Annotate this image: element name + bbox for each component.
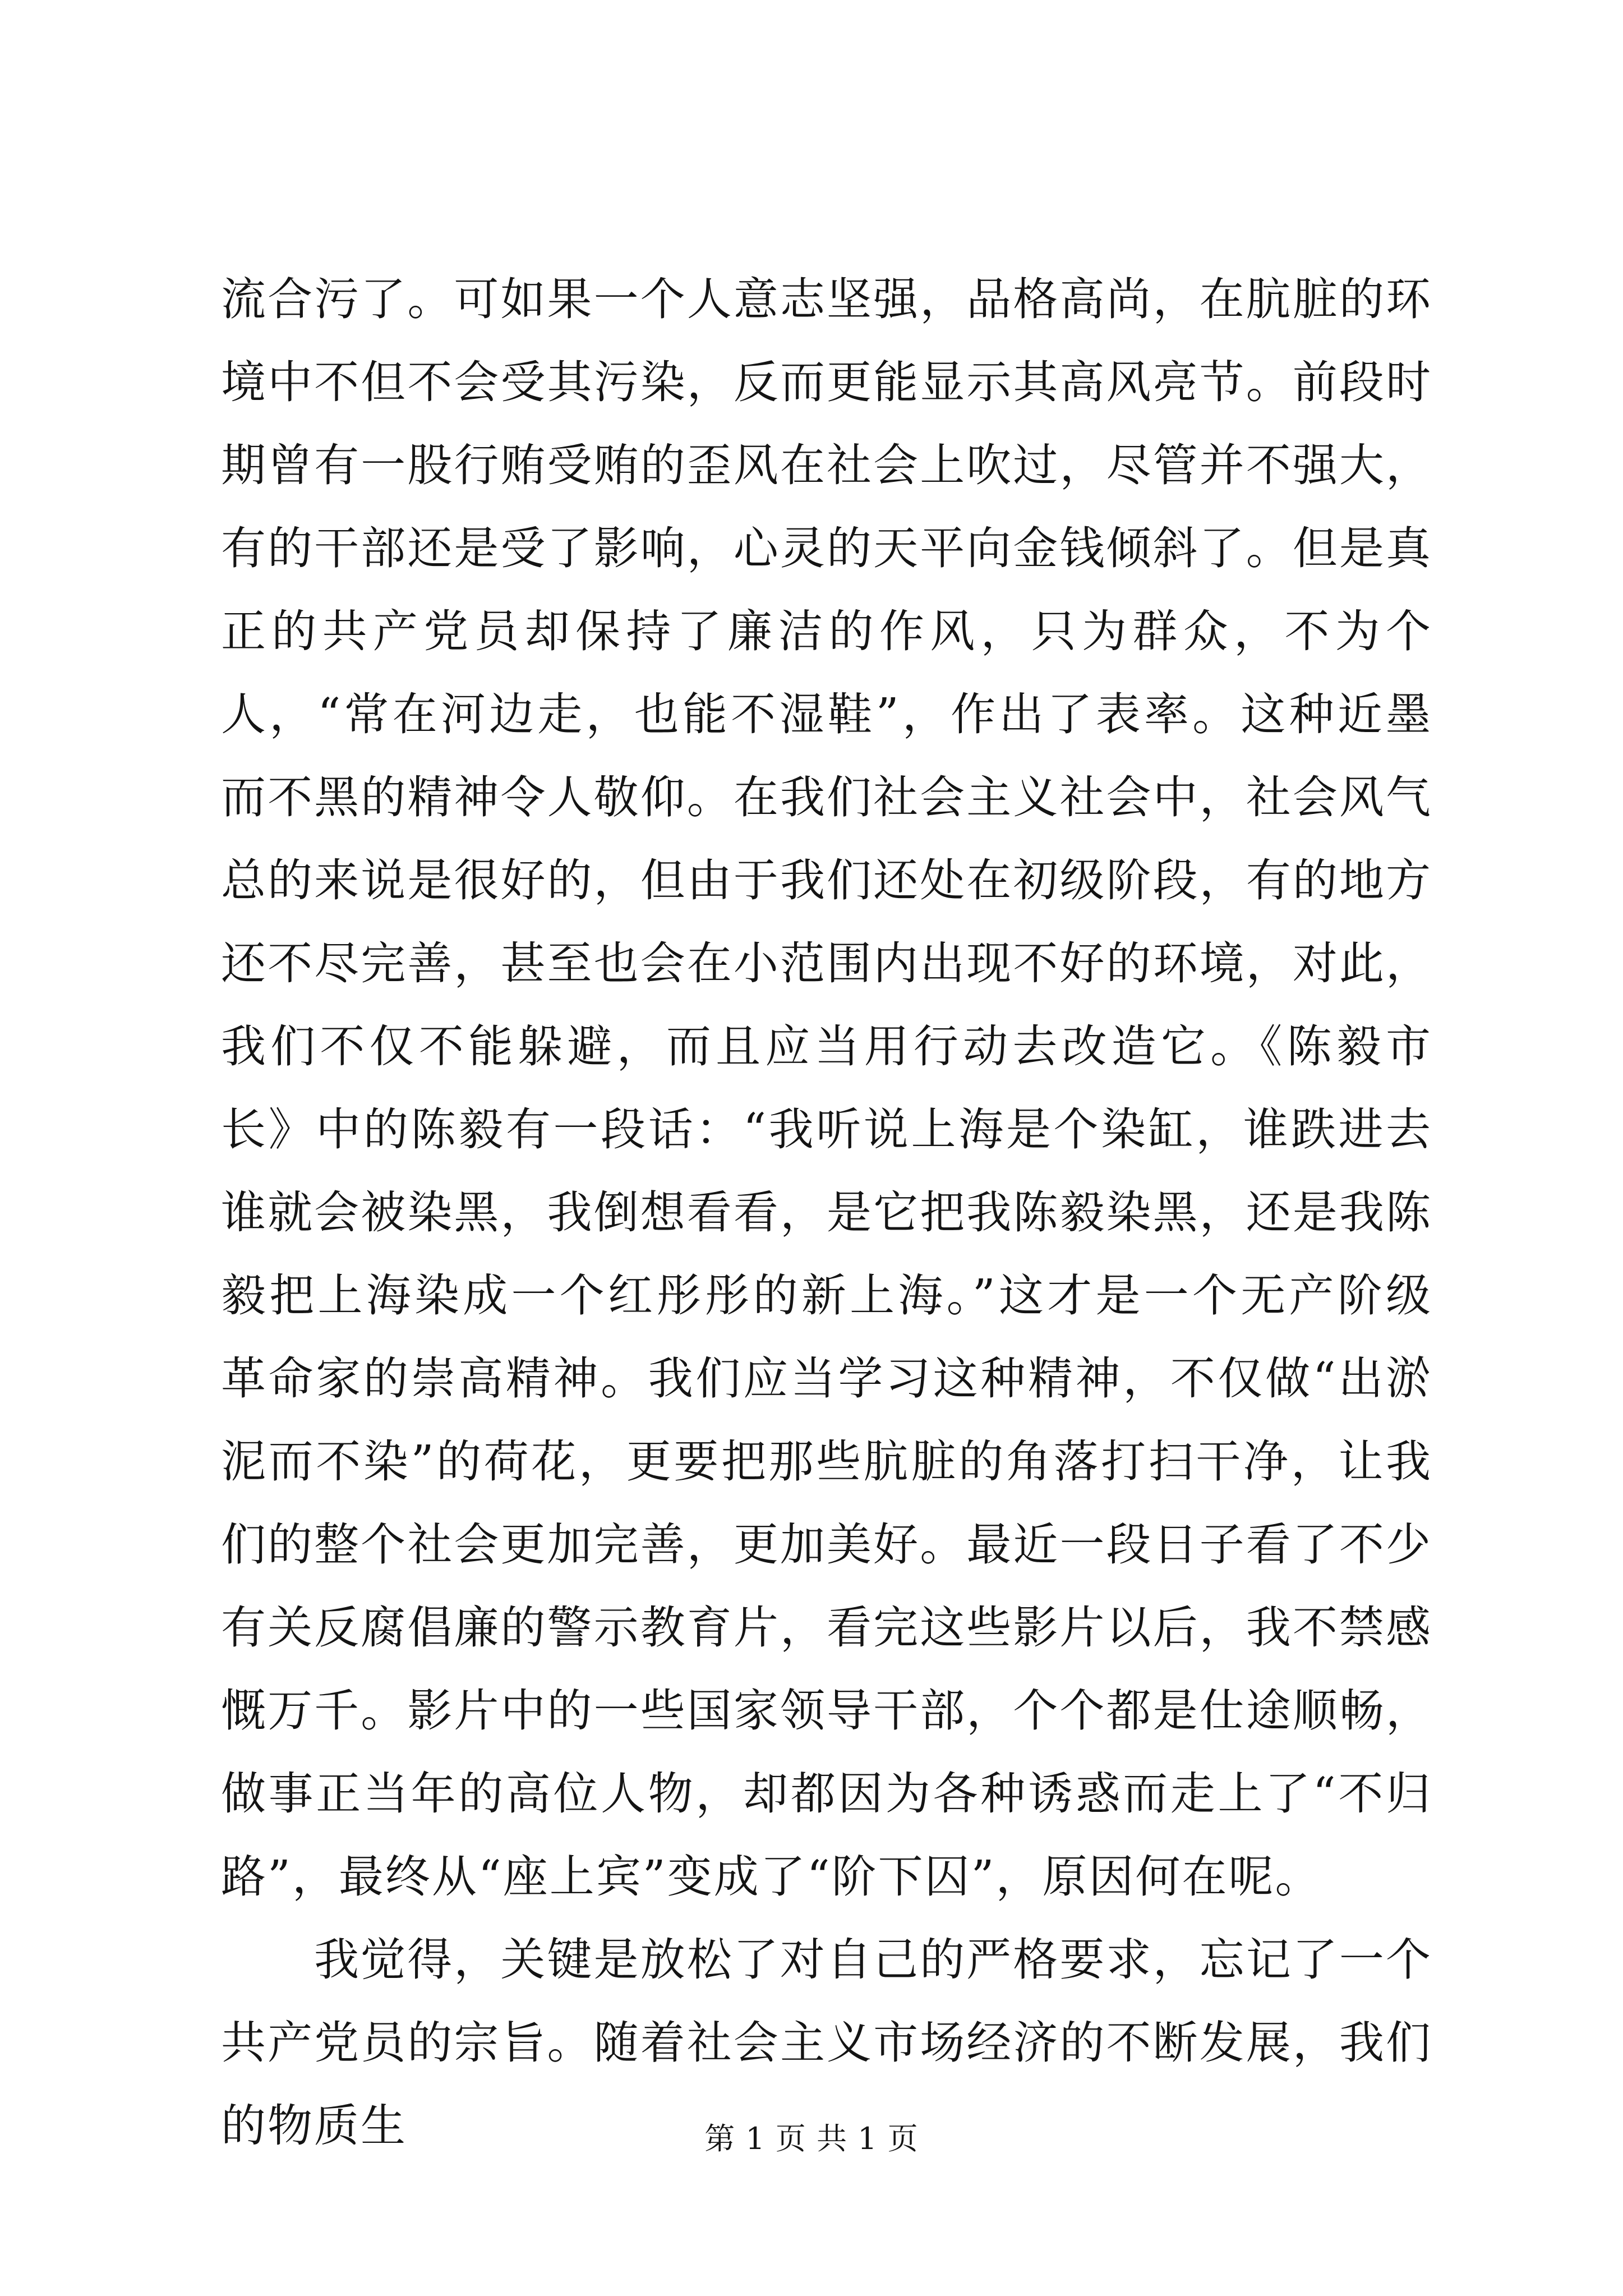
page-footer: 第 1 页 共 1 页	[704, 2121, 919, 2156]
paragraph-1: 流合污了。可如果一个人意志坚强，品格高尚，在肮脏的环境中不但不会受其污染，反而更能显示其高风亮节。前段时期曾有一股行贿受贿的歪风在社会上吹过，尽管并不强大，有的干部还是受了影响，心灵的天平向金钱倾斜了。但是真正的共产党员却保持了廉洁的作风，只为群众，不为个人，“常在河边走，也能不湿鞋”，作出了表率。这种近墨而不黑的精神令人敬仰。在我们社会主义社会中，社会风气总的来说是很好的，但由于我们还处在初级阶段，有的地方还不尽完善，甚至也会在小范围内出现不好的环境，对此，我们不仅不能躲避，而且应当用行动去改造它。《陈毅市长》中的陈毅有一段话：“我听说上海是个染缸，谁跌进去谁就会被染黑，我倒想看看，是它把我陈毅染黑，还是我陈毅把上海染成一个红彤彤的新上海。”这才是一个无产阶级革命家的崇高精神。我们应当学习这种精神，不仅做“出淤泥而不染”的荷花，更要把那些肮脏的角落打扫干净，让我们的整个社会更加完善，更加美好。最近一段日子看了不少有关反腐倡廉的警示教育片，看完这些影片以后，我不禁感慨万千。影片中的一些国家领导干部，个个都是仕途顺畅，做事正当年的高位人物，却都因为各种诱惑而走上了“不归路”，最终从“座上宾”变成了“阶下囚”，原因何在呢。	[221, 273, 1432, 1903]
paragraph-2: 我觉得，关键是放松了对自己的严格要求，忘记了一个共产党员的宗旨。随着社会主义市场经济的不断发展，我们的物质生	[221, 1934, 1432, 2152]
body-text	[221, 258, 1432, 2168]
